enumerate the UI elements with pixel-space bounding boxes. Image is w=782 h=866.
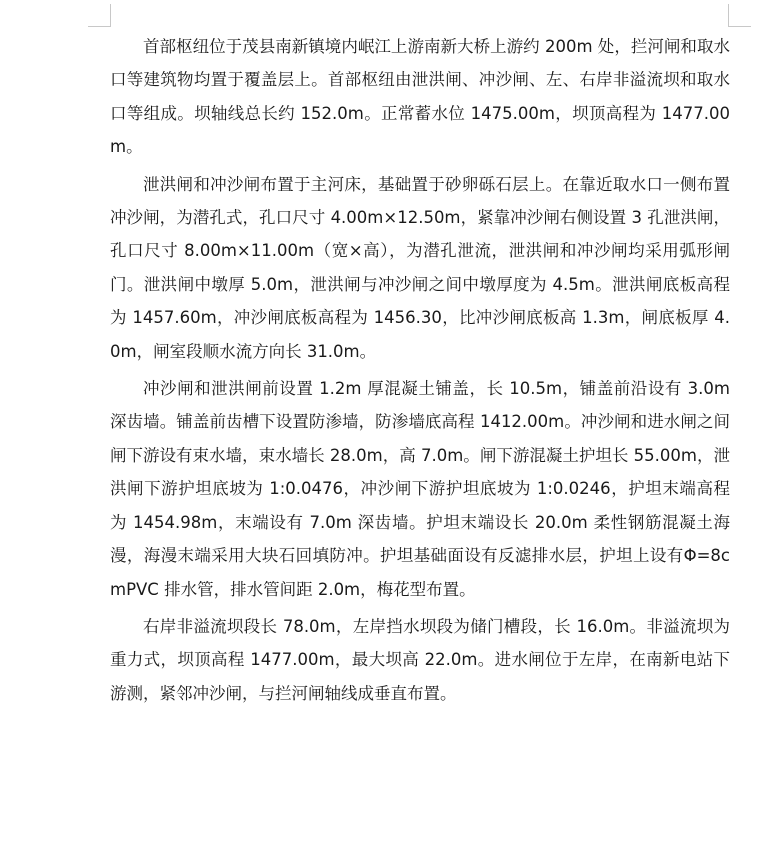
paragraph-3[interactable]: 冲沙闸和泄洪闸前设置 1.2m 厚混凝土铺盖，长 10.5m，铺盖前沿设有 3.0m 深齿墙。铺盖前齿槽下设置防渗墙，防渗墙底高程 1412.00m。冲沙闸和进水闸之间闸下游设有束水墙，束水墙长 28.0m，高 7.0m。闸下游混凝土护坦长 55.00m，泄洪闸下游护坦底坡为 1:0.0476，冲沙闸下游护坦底坡为 1:0.0246，护坦末端高程为 1454.98m，末端设有 7.0m 深齿墙。护坦末端设长 20.0m 柔性钢筋混凝土海漫，海漫末端采用大块石回填防冲。护坦基础面设有反滤排水层，护坦上设有Φ=8cmPVC 排水管，排水管间距 2.0m，梅花型布置。: [110, 379, 730, 599]
page-margin-corner-top-right: [728, 4, 751, 27]
paragraph-2[interactable]: 泄洪闸和冲沙闸布置于主河床，基础置于砂卵砾石层上。在靠近取水口一侧布置冲沙闸，为潜孔式，孔口尺寸 4.00m×12.50m，紧靠冲沙闸右侧设置 3 孔泄洪闸，孔口尺寸 8.00m×11.00m（宽×高），为潜孔泄流，泄洪闸和冲沙闸均采用弧形闸门。泄洪闸中墩厚 5.0m，泄洪闸与冲沙闸之间中墩厚度为 4.5m。泄洪闸底板高程为 1457.60m，冲沙闸底板高程为 1456.30，比冲沙闸底板高 1.3m，闸底板厚 4.0m，闸室段顺水流方向长 31.0m。: [110, 174, 730, 361]
document-body[interactable]: [110, 30, 730, 714]
paragraph-4[interactable]: 右岸非溢流坝段长 78.0m，左岸挡水坝段为储门槽段，长 16.0m。非溢流坝为重力式，坝顶高程 1477.00m，最大坝高 22.0m。进水闸位于左岸，在南新电站下游测，紧邻冲沙闸，与拦河闸轴线成垂直布置。: [110, 616, 730, 703]
paragraph-1[interactable]: 首部枢纽位于茂县南新镇境内岷江上游南新大桥上游约 200m 处，拦河闸和取水口等建筑物均置于覆盖层上。首部枢纽由泄洪闸、冲沙闸、左、右岸非溢流坝和取水口等组成。坝轴线总长约 152.0m。正常蓄水位 1475.00m，坝顶高程为 1477.00m。: [110, 37, 730, 157]
page-margin-corner-top-left: [88, 4, 111, 27]
